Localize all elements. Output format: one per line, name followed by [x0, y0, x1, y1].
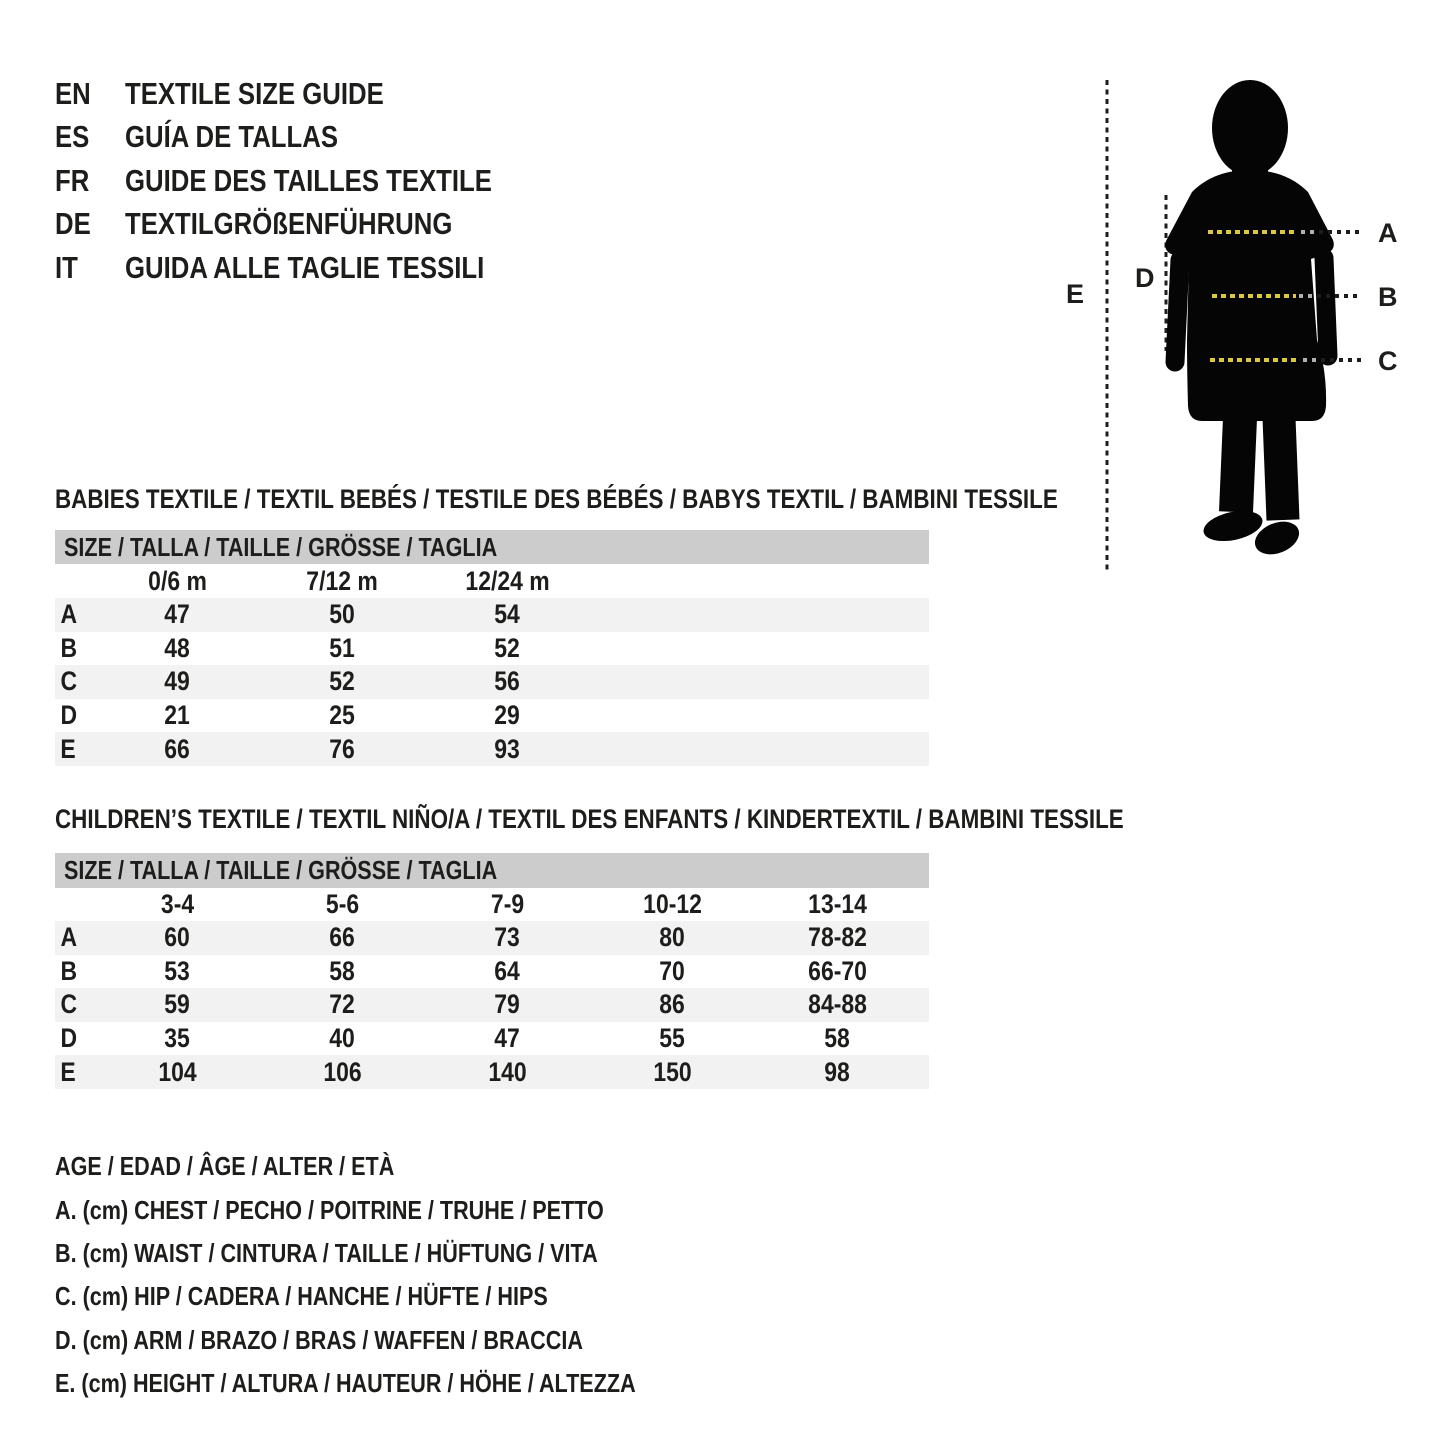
cell-value: 140 [488, 1056, 527, 1087]
cell-value: 104 [158, 1056, 197, 1087]
cell-value: 56 [494, 666, 521, 697]
measure-label-b: B [1378, 282, 1398, 312]
cell-value: 58 [824, 1023, 851, 1054]
table-row [55, 921, 929, 955]
babies-col-header: 7/12 m [306, 565, 379, 596]
children-size-header-text: SIZE / TALLA / TAILLE / GRÖSSE / TAGLIA [64, 855, 498, 885]
cell-value: 70 [659, 955, 686, 986]
cell-value: 60 [164, 922, 191, 953]
cell-value: 59 [164, 989, 191, 1020]
header-row-it [55, 246, 567, 290]
children-size-header-bar [55, 853, 929, 888]
cell-value: 55 [659, 1023, 686, 1054]
page-title: TEXTILGRÖßENFÜHRUNG [125, 206, 453, 242]
children-column-headers [55, 888, 929, 921]
row-label: C [60, 666, 78, 697]
cell-value: 48 [164, 632, 191, 663]
table-row [55, 988, 929, 1022]
row-label: E [60, 1056, 76, 1087]
cell-value: 52 [494, 632, 521, 663]
cell-value: 98 [824, 1056, 851, 1087]
table-row [55, 955, 929, 989]
cell-value: 53 [164, 955, 191, 986]
row-label: D [60, 1023, 78, 1054]
cell-value: 78-82 [808, 922, 867, 953]
babies-size-header-bar [55, 530, 929, 564]
babies-table-body [55, 598, 929, 766]
cell-value: 106 [323, 1056, 362, 1087]
measure-label-c: C [1378, 346, 1398, 376]
children-section-title-text: CHILDREN’S TEXTILE / TEXTIL NIÑO/A / TEXTIL DES ENFANTS / KINDERTEXTIL / BAMBINI TESSILE [55, 804, 1124, 834]
babies-col-header: 0/6 m [148, 565, 207, 596]
measure-label-d: D [1135, 263, 1155, 293]
table-row [55, 699, 929, 733]
legend-height-line [55, 1362, 755, 1405]
page-title: GUIDE DES TAILLES TEXTILE [125, 162, 492, 198]
header-row-en [55, 72, 567, 116]
legend-hip-line [55, 1275, 755, 1318]
table-row [55, 632, 929, 666]
cell-value: 72 [329, 989, 356, 1020]
children-section-title [55, 804, 1343, 835]
row-label: B [60, 955, 78, 986]
table-row [55, 1022, 929, 1056]
cell-value: 58 [329, 955, 356, 986]
row-label: B [60, 632, 78, 663]
cell-value: 86 [659, 989, 686, 1020]
cell-value: 66 [164, 733, 191, 764]
cell-value: 21 [164, 700, 191, 731]
measure-label-a: A [1378, 218, 1398, 248]
cell-value: 80 [659, 922, 686, 953]
page-title: GUIDA ALLE TAGLIE TESSILI [125, 249, 485, 285]
legend-text: B. (cm) WAIST / CINTURA / TAILLE / HÜFTUNG / VITA [55, 1237, 598, 1268]
legend-arm-line [55, 1319, 755, 1362]
legend-waist-line [55, 1232, 755, 1275]
cell-value: 150 [653, 1056, 692, 1087]
page-title: TEXTILE SIZE GUIDE [125, 75, 384, 111]
babies-col-header: 12/24 m [465, 565, 550, 596]
cell-value: 64 [494, 955, 521, 986]
legend-chest-line [55, 1188, 755, 1231]
babies-section-title-text: BABIES TEXTILE / TEXTIL BEBÉS / TESTILE DES BÉBÉS / BABYS TEXTIL / BAMBINI TESSILE [55, 484, 1058, 514]
cell-value: 40 [329, 1023, 356, 1054]
legend-text: A. (cm) CHEST / PECHO / POITRINE / TRUHE / PETTO [55, 1194, 604, 1225]
header-row-es [55, 116, 567, 160]
row-label: A [60, 599, 78, 630]
legend-text: AGE / EDAD / ÂGE / ALTER / ETÀ [55, 1151, 395, 1182]
language-code: ES [55, 119, 90, 155]
cell-value: 52 [329, 666, 356, 697]
cell-value: 47 [164, 599, 191, 630]
cell-value: 50 [329, 599, 356, 630]
measure-label-e: E [1066, 279, 1085, 309]
legend-text: D. (cm) ARM / BRAZO / BRAS / WAFFEN / BRACCIA [55, 1324, 583, 1355]
legend-text: C. (cm) HIP / CADERA / HANCHE / HÜFTE / HIPS [55, 1281, 548, 1312]
table-row [55, 1055, 929, 1089]
children-col-header: 7-9 [490, 889, 525, 919]
row-label: A [60, 922, 78, 953]
language-code: FR [55, 162, 90, 198]
measurement-legend [55, 1145, 755, 1405]
cell-value: 66-70 [808, 955, 867, 986]
cell-value: 73 [494, 922, 521, 953]
cell-value: 49 [164, 666, 191, 697]
page-title: GUÍA DE TALLAS [125, 119, 338, 155]
language-code: IT [55, 249, 78, 285]
table-row [55, 598, 929, 632]
legend-age-line [55, 1145, 755, 1188]
header-row-fr [55, 159, 567, 203]
cell-value: 54 [494, 599, 521, 630]
cell-value: 66 [329, 922, 356, 953]
header-row-de [55, 203, 567, 247]
table-row [55, 732, 929, 766]
children-col-header: 5-6 [325, 889, 360, 919]
language-code: EN [55, 75, 91, 111]
babies-size-header-text: SIZE / TALLA / TAILLE / GRÖSSE / TAGLIA [64, 531, 498, 562]
cell-value: 47 [494, 1023, 521, 1054]
table-row [55, 665, 929, 699]
babies-section-title [55, 484, 1263, 515]
row-label: C [60, 989, 78, 1020]
cell-value: 29 [494, 700, 521, 731]
language-title-block [55, 72, 567, 290]
row-label: E [60, 733, 76, 764]
cell-value: 51 [329, 632, 356, 663]
children-col-header: 13-14 [808, 889, 867, 919]
cell-value: 79 [494, 989, 521, 1020]
children-col-header: 10-12 [643, 889, 702, 919]
cell-value: 76 [329, 733, 356, 764]
cell-value: 25 [329, 700, 356, 731]
children-table-body [55, 921, 929, 1089]
legend-text: E. (cm) HEIGHT / ALTURA / HAUTEUR / HÖHE / ALTEZZA [55, 1368, 636, 1399]
cell-value: 93 [494, 733, 521, 764]
cell-value: 84-88 [808, 989, 867, 1020]
row-label: D [60, 700, 78, 731]
cell-value: 35 [164, 1023, 191, 1054]
language-code: DE [55, 206, 91, 242]
babies-column-headers [55, 564, 929, 598]
children-col-header: 3-4 [160, 889, 195, 919]
